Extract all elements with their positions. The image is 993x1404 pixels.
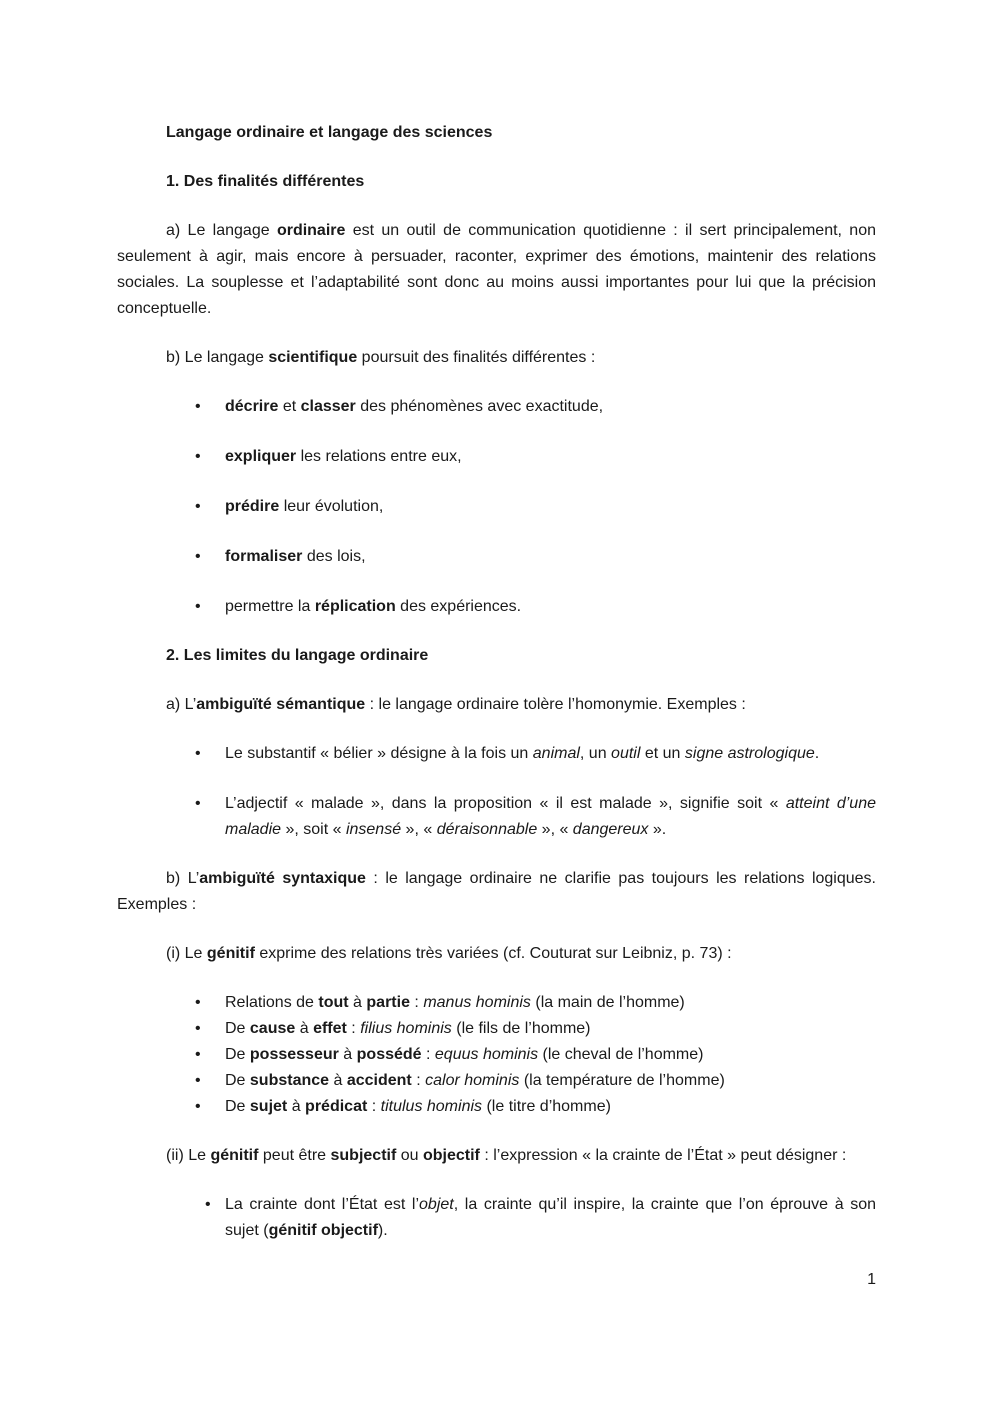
text-segment: Relations de [225,994,319,1011]
text-segment: titulus hominis [380,1098,483,1115]
text-segment: », « [537,821,573,838]
text-segment: : le langage ordinaire ne clarifie pas toujours les relations logiques. Exemples : [117,870,877,913]
text-segment: effet [313,1020,347,1037]
text-segment: (i) Le [166,945,207,962]
text-segment: De [225,1020,250,1037]
text-segment: génitif [206,945,255,962]
text-segment: , la crainte qu’il inspire, la crainte que l’on éprouve à son sujet ( [225,1196,876,1239]
text-segment: est un outil de communication quotidienne : il sert principalement, non seulement à agir, mais encore à persuader, raconter, exprimer des émotions, maintenir des relations sociales. La souplesse et l’adaptabilité sont donc au moins aussi importantes pour lui que la précision conceptuelle. [117,222,876,317]
genitif-relations-list [117,990,876,1120]
text-segment: atteint d’une maladie [225,795,877,838]
text-segment: ambiguïté syntaxique [199,870,366,887]
text-segment: De [225,1072,250,1089]
text-segment: filius hominis [360,1020,452,1037]
list-item [117,791,876,843]
text-segment: outil [611,745,641,762]
text-segment: réplication [314,598,396,615]
list-item [117,494,876,520]
text-segment: à [348,994,367,1011]
text-segment: ou [396,1147,423,1164]
text-segment: 2. Les limites du langage ordinaire [166,647,429,664]
text-segment: prédire [225,498,280,515]
text-segment: (le fils de l’homme) [451,1020,591,1037]
text-segment: : le langage ordinaire tolère l’homonymie. Exemples : [365,696,746,713]
text-segment: subjectif [330,1147,397,1164]
list-item [117,990,876,1016]
text-segment: poursuit des finalités différentes : [357,349,596,366]
text-segment: peut être [258,1147,331,1164]
list-item [117,1094,876,1120]
text-segment: De [225,1046,250,1063]
text-segment: 1. Des finalités différentes [166,173,365,190]
paragraph-ambiguite-semantique [117,692,876,718]
list-item [117,394,876,420]
text-segment: des expériences. [395,598,522,615]
paragraph-ambiguite-syntaxique [117,866,876,918]
text-segment: à [338,1046,357,1063]
text-segment: prédicat [305,1098,368,1115]
text-segment: ). [377,1222,388,1239]
text-segment: : [346,1020,361,1037]
text-segment: substance [249,1072,330,1089]
list-item [117,741,876,767]
text-segment: a) L’ [166,696,197,713]
text-segment: objet [419,1196,454,1213]
text-segment: , un [579,745,612,762]
text-segment: : [421,1046,435,1063]
list-item [117,1042,876,1068]
list-item [117,544,876,570]
text-segment: leur évolution, [279,498,384,515]
text-segment: L’adjectif « malade », dans la proposition « il est malade », signifie soit « [225,795,786,812]
text-segment: : [409,994,424,1011]
list-item [117,1192,876,1244]
text-segment: scientifique [268,349,358,366]
list-item [117,1068,876,1094]
page-number: 1 [867,1271,876,1288]
text-segment: », soit « [281,821,346,838]
text-segment: génitif [210,1147,259,1164]
text-segment: les relations entre eux, [296,448,462,465]
text-segment: : [367,1098,381,1115]
paragraph-a-langage-ordinaire [117,218,876,322]
doc-title [117,120,876,146]
text-segment: animal [532,745,580,762]
text-segment: possédé [356,1046,422,1063]
text-segment: accident [346,1072,412,1089]
text-segment: De [225,1098,250,1115]
text-segment: . [814,745,820,762]
paragraph-genitif-relations [117,941,876,967]
text-segment: dangereux [572,821,649,838]
text-segment: », « [401,821,437,838]
text-segment: tout [318,994,349,1011]
text-segment: sujet [249,1098,288,1115]
text-segment: calor hominis [425,1072,520,1089]
text-segment: déraisonnable [436,821,538,838]
section-1-heading [117,169,876,195]
text-segment: formaliser [225,548,303,565]
text-segment: à [287,1098,306,1115]
text-segment: (la température de l’homme) [519,1072,725,1089]
paragraph-b-langage-scientifique [117,345,876,371]
text-segment: et un [640,745,685,762]
text-segment: equus hominis [434,1046,539,1063]
text-segment: objectif [422,1147,480,1164]
text-segment: ambiguïté sémantique [196,696,366,713]
text-segment: manus hominis [423,994,531,1011]
text-segment: et [278,398,301,415]
text-segment: exprime des relations très variées (cf. Couturat sur Leibniz, p. 73) : [254,945,732,962]
text-segment: ordinaire [276,222,346,239]
list-item [117,444,876,470]
text-segment: a) Le langage [166,222,277,239]
list-item [117,594,876,620]
text-segment: Le substantif « bélier » désigne à la fois un [225,745,533,762]
text-segment: Langage ordinaire et langage des sciences [166,124,493,141]
text-segment: (le cheval de l’homme) [538,1046,704,1063]
text-segment: à [295,1020,314,1037]
text-segment: : [411,1072,426,1089]
text-segment: b) L’ [166,870,200,887]
paragraph-genitif-subjectif-objectif [117,1143,876,1169]
text-segment: à [329,1072,347,1089]
text-segment: permettre la [225,598,315,615]
section-2-heading [117,643,876,669]
text-segment: (la main de l’homme) [530,994,685,1011]
text-segment: La crainte dont l’État est l’ [225,1196,420,1213]
text-segment: insensé [345,821,402,838]
text-segment: des lois, [302,548,366,565]
text-segment: signe astrologique [684,745,815,762]
text-segment: : l’expression « la crainte de l’État » peut désigner : [479,1147,847,1164]
text-segment: cause [249,1020,296,1037]
finalites-list [117,394,876,620]
text-segment: expliquer [225,448,297,465]
text-segment: génitif objectif [268,1222,378,1239]
text-segment: partie [366,994,410,1011]
text-segment: b) Le langage [166,349,269,366]
text-segment: décrire [225,398,279,415]
text-segment: (ii) Le [166,1147,211,1164]
text-segment: (le titre d’homme) [482,1098,611,1115]
semantique-examples-list [117,741,876,843]
text-segment: ». [648,821,667,838]
list-item [117,1016,876,1042]
text-segment: des phénomènes avec exactitude, [355,398,604,415]
genitif-objectif-list [117,1192,876,1244]
text-segment: classer [300,398,356,415]
text-segment: possesseur [249,1046,339,1063]
